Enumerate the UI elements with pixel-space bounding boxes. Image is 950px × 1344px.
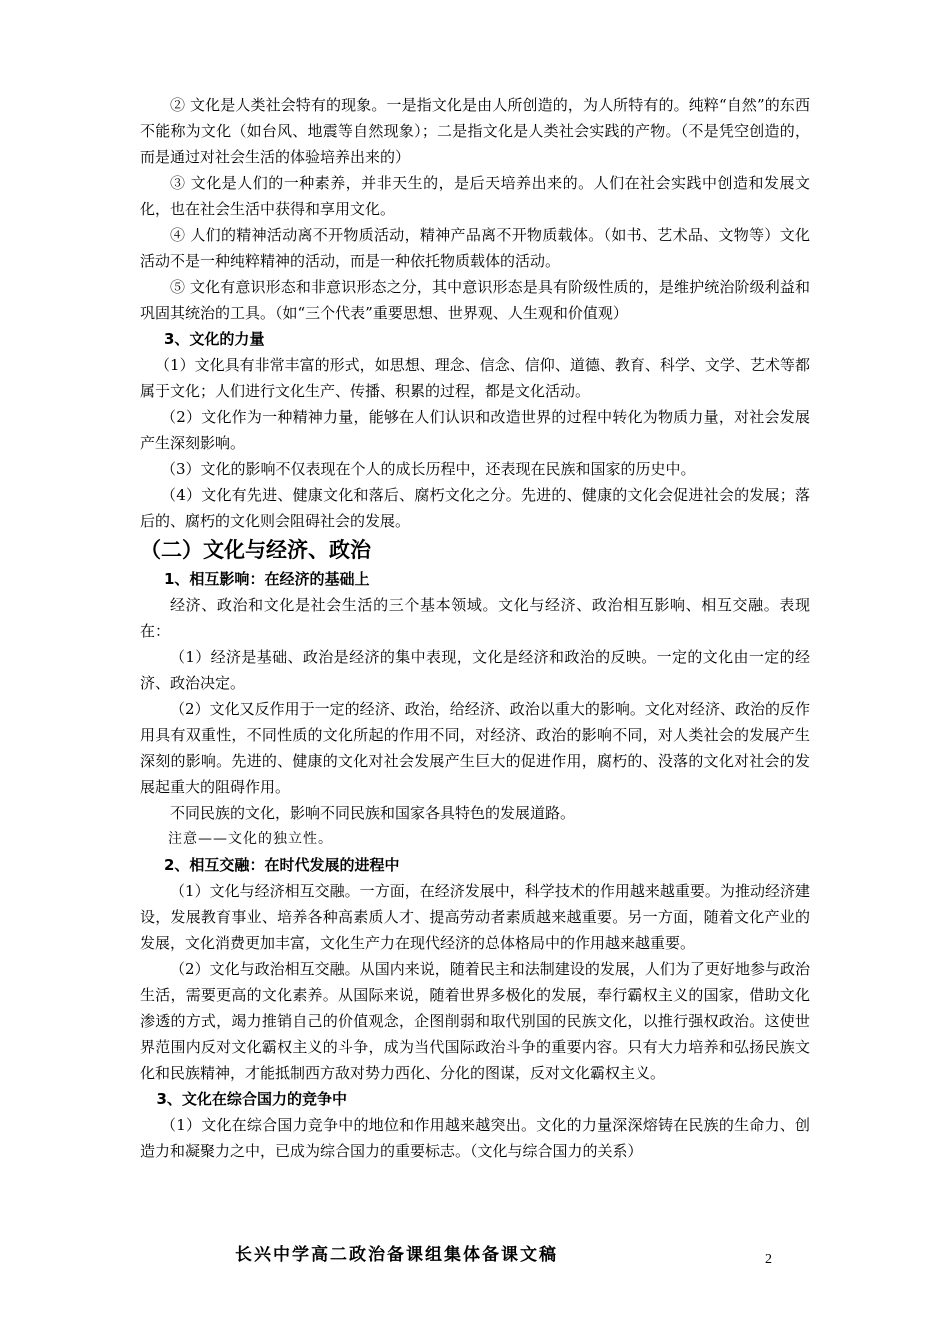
section-heading: （二）文化与经济、政治 bbox=[140, 538, 371, 562]
paragraph: （2）文化与政治相互交融。从国内来说，随着民主和法制建设的发展，人们为了更好地参与政治生活，需要更高的文化素养。从国际来说，随着世界多极化的发展，奉行霸权主义的国家，借助文化渗透的方式，竭力推销自己的价值观念，企图削弱和取代别国的民族文化，以推行强权政治。这使世界范围内反对文化霸权主义的斗争，成为当代国际政治斗争的重要内容。只有大力培养和弘扬民族文化和民族精神，才能抵制西方敌对势力西化、分化的图谋，反对文化霸权主义。 bbox=[140, 960, 810, 1082]
paragraph: （4）文化有先进、健康文化和落后、腐朽文化之分。先进的、健康的文化会促进社会的发展；落后的、腐朽的文化则会阻碍社会的发展。 bbox=[140, 486, 810, 530]
footer-title: 长兴中学高二政治备课组集体备课文稿 bbox=[235, 1245, 558, 1265]
paragraph: ③ 文化是人们的一种素养，并非天生的，是后天培养出来的。人们在社会实践中创造和发展文化，也在社会生活中获得和享用文化。 bbox=[140, 174, 810, 218]
paragraph: （1）文化在综合国力竞争中的地位和作用越来越突出。文化的力量深深熔铸在民族的生命力、创造力和凝聚力之中，已成为综合国力的重要标志。（文化与综合国力的关系） bbox=[140, 1116, 810, 1160]
paragraph: （2）文化作为一种精神力量，能够在人们认识和改造世界的过程中转化为物质力量，对社会发展产生深刻影响。 bbox=[140, 408, 810, 452]
paragraph: ② 文化是人类社会特有的现象。一是指文化是由人所创造的，为人所特有的。纯粹“自然”的东西不能称为文化（如台风、地震等自然现象）；二是指文化是人类社会实践的产物。（不是凭空创造的，而是通过对社会生活的体验培养出来的） bbox=[140, 96, 810, 166]
document-body bbox=[140, 92, 810, 1164]
paragraph: （1）经济是基础、政治是经济的集中表现，文化是经济和政治的反映。一定的文化由一定的经济、政治决定。 bbox=[140, 648, 810, 692]
paragraph: （1）文化与经济相互交融。一方面，在经济发展中，科学技术的作用越来越重要。为推动经济建设，发展教育事业、培养各种高素质人才、提高劳动者素质越来越重要。另一方面，随着文化产业的发展，文化消费更加丰富，文化生产力在现代经济的总体格局中的作用越来越重要。 bbox=[140, 882, 810, 952]
note: 注意——文化的独立性。 bbox=[168, 831, 333, 847]
heading-culture-power: 3、文化的力量 bbox=[164, 330, 265, 348]
paragraph: 不同民族的文化，影响不同民族和国家各具特色的发展道路。 bbox=[170, 804, 576, 822]
paragraph: （3）文化的影响不仅表现在个人的成长历程中，还表现在民族和国家的历史中。 bbox=[161, 460, 696, 478]
heading-mutual-blend: 2、相互交融：在时代发展的进程中 bbox=[164, 856, 400, 874]
heading-national-power: 3、文化在综合国力的竞争中 bbox=[156, 1090, 347, 1108]
paragraph: ⑤ 文化有意识形态和非意识形态之分，其中意识形态是具有阶级性质的，是维护统治阶级利益和巩固其统治的工具。（如“三个代表”重要思想、世界观、人生观和价值观） bbox=[140, 278, 810, 322]
paragraph: （2）文化又反作用于一定的经济、政治，给经济、政治以重大的影响。文化对经济、政治的反作用具有双重性，不同性质的文化所起的作用不同，对经济、政治的影响不同，对人类社会的发展产生深刻的影响。先进的、健康的文化对社会发展产生巨大的促进作用，腐朽的、没落的文化对社会的发展起重大的阻碍作用。 bbox=[140, 700, 810, 796]
paragraph: ④ 人们的精神活动离不开物质活动，精神产品离不开物质载体。（如书、艺术品、文物等）文化活动不是一种纯粹精神的活动，而是一种依托物质载体的活动。 bbox=[140, 226, 810, 270]
paragraph: （1）文化具有非常丰富的形式，如思想、理念、信念、信仰、道德、教育、科学、文学、艺术等都属于文化；人们进行文化生产、传播、积累的过程，都是文化活动。 bbox=[140, 356, 810, 400]
paragraph: 经济、政治和文化是社会生活的三个基本领域。文化与经济、政治相互影响、相互交融。表现在： bbox=[140, 596, 810, 640]
page-number: 2 bbox=[765, 1252, 772, 1267]
heading-mutual-influence: 1、相互影响：在经济的基础上 bbox=[164, 570, 370, 588]
